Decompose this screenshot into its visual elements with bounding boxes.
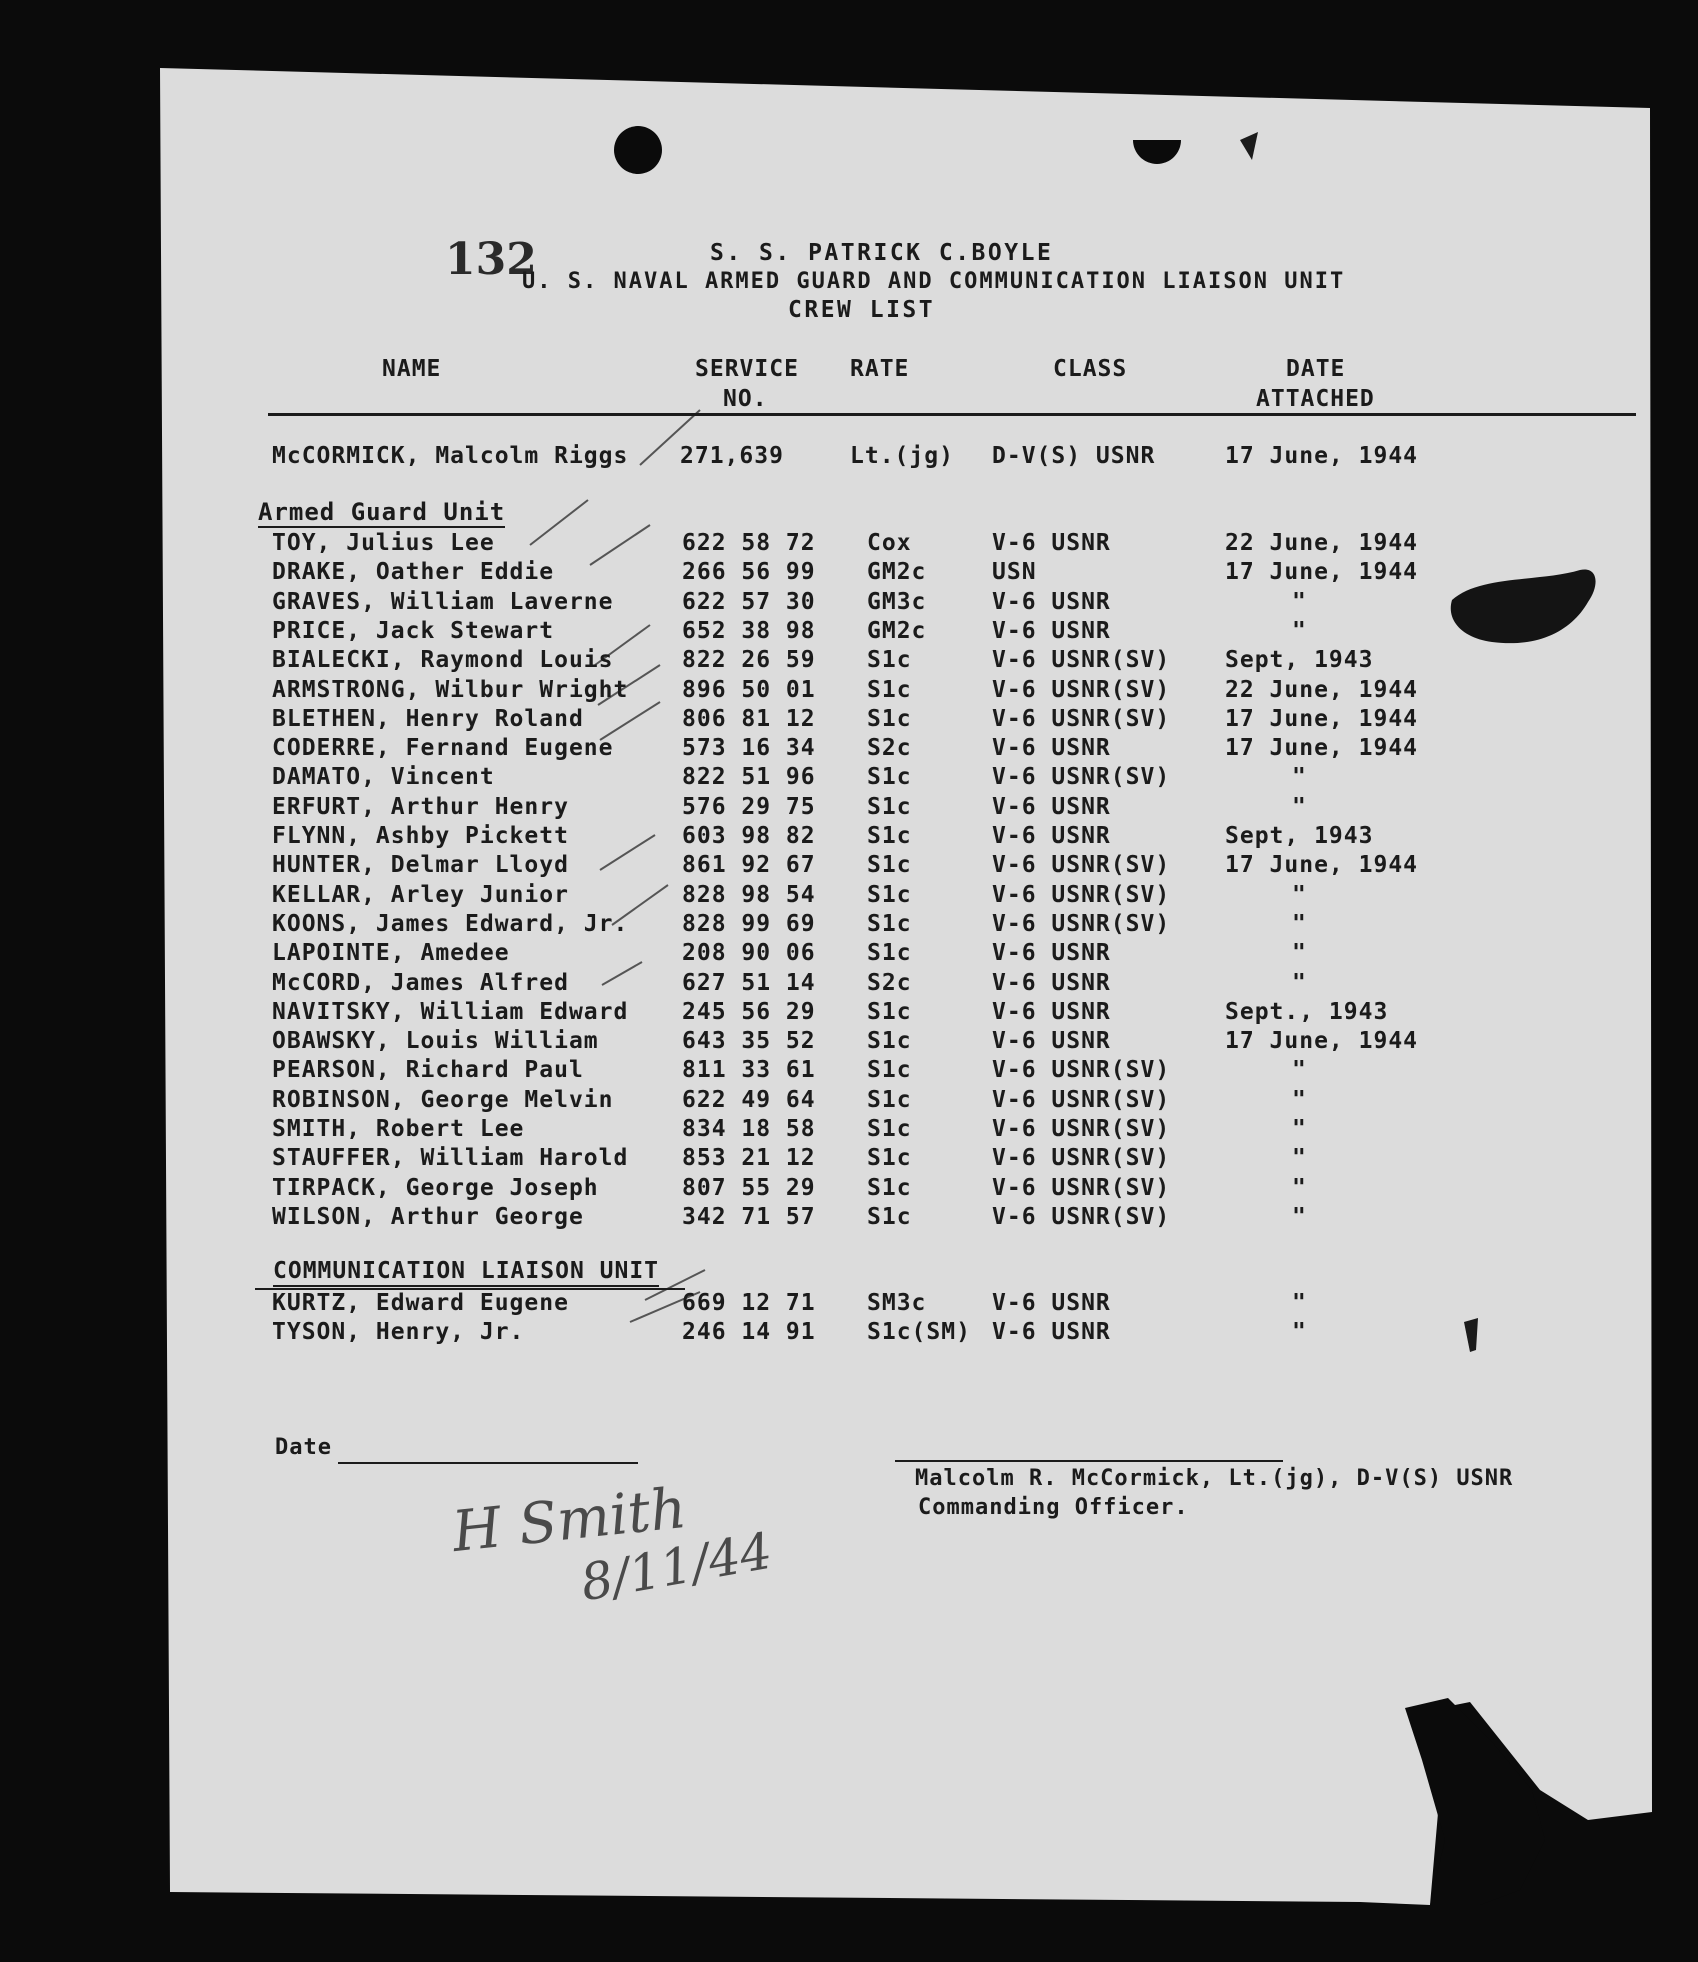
cell-date: 22 June, 1944 [1225,676,1419,703]
cell-class: V-6 USNR(SV) [992,881,1171,908]
cell-rate: GM3c [867,588,927,615]
handwritten-date: 8/11/44 [576,1521,777,1613]
cell-date: " [1292,1057,1307,1084]
punch-hole-left [614,126,662,174]
cell-class: V-6 USNR [992,1028,1111,1055]
cell-rate: Cox [867,530,912,556]
cell-date: " [1292,1319,1307,1346]
cell-service-no: 622 57 30 [682,588,816,615]
cell-class: V-6 USNR [992,1319,1111,1346]
cell-service-no: 896 50 01 [682,676,816,703]
cell-service-no: 622 58 72 [682,530,816,556]
cell-class: V-6 USNR(SV) [992,705,1171,732]
cell-date: " [1292,793,1307,820]
cell-name: OBAWSKY, Louis William [272,1028,599,1055]
cell-rate: S1c [867,910,912,937]
cell-rate: S1c [867,1174,912,1201]
cell-name: McCORD, James Alfred [272,969,569,996]
cell-name: PRICE, Jack Stewart [272,617,555,644]
cell-name: BLETHEN, Henry Roland [272,705,584,732]
col-header-class: CLASS [1053,356,1128,382]
cell-class: V-6 USNR [992,793,1111,820]
commander-service-no: 271,639 [680,443,784,469]
cell-rate: S1c [867,1057,912,1084]
cell-date: 17 June, 1944 [1225,735,1419,762]
page-number: 132 [445,234,537,285]
col-header-name: NAME [382,356,442,382]
col-header-rate: RATE [850,356,910,382]
cell-date: " [1292,969,1307,996]
signature-line [895,1460,1283,1462]
cell-name: KOONS, James Edward, Jr. [272,910,629,937]
cell-service-no: 807 55 29 [682,1174,816,1201]
cell-date: 22 June, 1944 [1225,530,1419,556]
cell-name: SMITH, Robert Lee [272,1116,525,1142]
cell-name: NAVITSKY, William Edward [272,998,629,1025]
signature-title: Commanding Officer. [918,1495,1189,1520]
cell-rate: S1c [867,881,912,908]
cell-date: " [1292,764,1307,791]
cell-class: V-6 USNR(SV) [992,1145,1171,1172]
cell-class: V-6 USNR(SV) [992,1174,1171,1201]
cell-service-no: 246 14 91 [682,1319,816,1346]
cell-name: FLYNN, Ashby Pickett [272,823,569,849]
cell-rate: S1c [867,823,912,849]
cell-class: V-6 USNR [992,969,1111,996]
cell-service-no: 834 18 58 [682,1116,816,1142]
cell-service-no: 861 92 67 [682,852,816,879]
cell-class: V-6 USNR [992,735,1111,762]
cell-name: PEARSON, Richard Paul [272,1057,584,1084]
cell-class: V-6 USNR(SV) [992,1086,1171,1113]
handwritten-initials: H Smith [449,1475,690,1566]
cell-name: TIRPACK, George Joseph [272,1174,599,1201]
cell-rate: S1c [867,1145,912,1172]
cell-service-no: 669 12 71 [682,1290,816,1316]
comm-unit-heading: COMMUNICATION LIAISON UNIT [273,1260,659,1287]
cell-class: V-6 USNR(SV) [992,764,1171,791]
cell-rate: S1c [867,940,912,967]
cell-date: " [1292,1086,1307,1113]
cell-date: " [1292,910,1307,937]
col-header-service-no: NO. [723,386,768,412]
cell-rate: S2c [867,735,912,762]
commander-date: 17 June, 1944 [1225,443,1419,469]
col-header-date: DATE [1286,356,1346,382]
cell-rate: S1c [867,647,912,674]
cell-service-no: 603 98 82 [682,823,816,849]
date-line [338,1462,638,1464]
cell-service-no: 266 56 99 [682,559,816,586]
cell-class: V-6 USNR [992,1290,1111,1316]
cell-class: V-6 USNR [992,617,1111,644]
cell-service-no: 822 51 96 [682,764,816,791]
cell-date: 17 June, 1944 [1225,852,1419,879]
cell-rate: S1c [867,793,912,820]
cell-rate: S1c(SM) [867,1319,971,1346]
cell-service-no: 643 35 52 [682,1028,816,1055]
unit-title: U. S. NAVAL ARMED GUARD AND COMMUNICATION LIAISON UNIT [522,269,1346,294]
cell-name: GRAVES, William Laverne [272,588,614,615]
cell-date: " [1292,881,1307,908]
cell-name: STAUFFER, William Harold [272,1145,629,1172]
cell-rate: S1c [867,1116,912,1142]
col-header-attached: ATTACHED [1256,386,1375,412]
cell-name: TOY, Julius Lee [272,530,495,556]
cell-class: USN [992,559,1037,586]
cell-service-no: 627 51 14 [682,969,816,996]
cell-date: " [1292,1203,1307,1230]
cell-name: TYSON, Henry, Jr. [272,1319,525,1346]
cell-name: BIALECKI, Raymond Louis [272,647,614,674]
cell-name: KURTZ, Edward Eugene [272,1290,569,1316]
cell-date: 17 June, 1944 [1225,559,1419,586]
cell-date: " [1292,1116,1307,1142]
cell-date: Sept, 1943 [1225,647,1374,674]
cell-rate: S1c [867,998,912,1025]
cell-rate: S1c [867,852,912,879]
ship-name: S. S. PATRICK C.BOYLE [710,240,1054,266]
cell-date: 17 June, 1944 [1225,705,1419,732]
cell-service-no: 622 49 64 [682,1086,816,1113]
commander-class: D-V(S) USNR [992,443,1156,469]
cell-date: " [1292,588,1307,615]
cell-name: DRAKE, Oather Eddie [272,559,555,586]
cell-class: V-6 USNR(SV) [992,1057,1171,1084]
cell-service-no: 828 99 69 [682,910,816,937]
cell-class: V-6 USNR(SV) [992,647,1171,674]
cell-name: ARMSTRONG, Wilbur Wright [272,676,629,703]
cell-rate: S2c [867,969,912,996]
cell-name: KELLAR, Arley Junior [272,881,569,908]
cell-date: Sept., 1943 [1225,998,1389,1025]
cell-date: 17 June, 1944 [1225,1028,1419,1055]
col-header-service: SERVICE [695,356,799,382]
cell-rate: S1c [867,1203,912,1230]
header-rule [268,413,1636,416]
cell-rate: SM3c [867,1290,927,1316]
cell-class: V-6 USNR [992,940,1111,967]
commander-name: McCORMICK, Malcolm Riggs [272,443,629,469]
cell-class: V-6 USNR [992,588,1111,615]
cell-name: ROBINSON, George Melvin [272,1086,614,1113]
cell-date: " [1292,940,1307,967]
cell-rate: S1c [867,705,912,732]
cell-name: WILSON, Arthur George [272,1203,584,1230]
cell-service-no: 822 26 59 [682,647,816,674]
cell-class: V-6 USNR(SV) [992,1116,1171,1142]
cell-class: V-6 USNR [992,530,1111,556]
cell-service-no: 208 90 06 [682,940,816,967]
cell-service-no: 573 16 34 [682,735,816,762]
cell-service-no: 245 56 29 [682,998,816,1025]
cell-name: HUNTER, Delmar Lloyd [272,852,569,879]
cell-service-no: 652 38 98 [682,617,816,644]
cell-name: CODERRE, Fernand Eugene [272,735,614,762]
cell-service-no: 342 71 57 [682,1203,816,1230]
cell-name: ERFURT, Arthur Henry [272,793,569,820]
cell-class: V-6 USNR(SV) [992,910,1171,937]
cell-rate: S1c [867,1086,912,1113]
cell-rate: GM2c [867,559,927,586]
cell-class: V-6 USNR [992,823,1111,849]
cell-service-no: 811 33 61 [682,1057,816,1084]
cell-date: " [1292,1145,1307,1172]
cell-class: V-6 USNR [992,998,1111,1025]
cell-service-no: 576 29 75 [682,793,816,820]
armed-guard-heading: Armed Guard Unit [258,498,506,526]
date-label: Date [275,1435,332,1460]
cell-service-no: 828 98 54 [682,881,816,908]
cell-class: V-6 USNR(SV) [992,852,1171,879]
commander-rate: Lt.(jg) [850,443,954,469]
cell-rate: S1c [867,764,912,791]
cell-rate: S1c [867,1028,912,1055]
cell-name: DAMATO, Vincent [272,764,495,791]
signature-name: Malcolm R. McCormick, Lt.(jg), D-V(S) USNR [915,1466,1514,1491]
cell-service-no: 853 21 12 [682,1145,816,1172]
cell-date: " [1292,1290,1307,1316]
cell-date: " [1292,1174,1307,1201]
cell-date: " [1292,617,1307,644]
cell-class: V-6 USNR(SV) [992,676,1171,703]
cell-rate: S1c [867,676,912,703]
list-title: CREW LIST [788,297,936,323]
cell-service-no: 806 81 12 [682,705,816,732]
cell-date: Sept, 1943 [1225,823,1374,849]
cell-rate: GM2c [867,617,927,644]
cell-name: LAPOINTE, Amedee [272,940,510,967]
cell-class: V-6 USNR(SV) [992,1203,1171,1230]
